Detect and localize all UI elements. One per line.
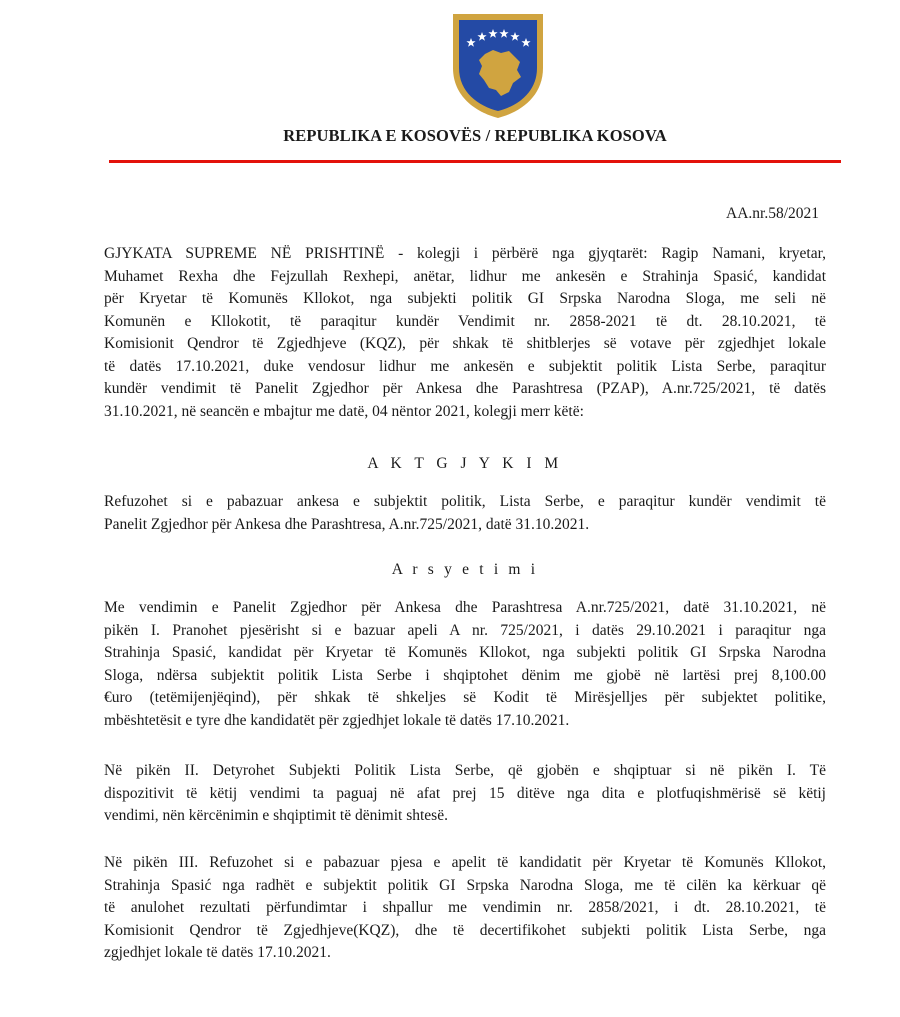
intro-line: 31.10.2021, në seancën e mbajtur me datë, 04 nëntor 2021, kolegji merr këtë: <box>104 402 584 420</box>
reasoning-line: dispozitivit të këtij vendimi ta paguaj në afat prej 15 ditëve nga dita e plotfuqishmërisë së këtij <box>104 784 826 802</box>
reasoning-paragraph-2 <box>104 760 826 828</box>
judgment-line: Refuzohet si e pabazuar ankesa e subjektit politik, Lista Serbe, e paraqitur kundër vendimit të <box>104 493 826 510</box>
intro-line: kundër vendimit të Panelit Zgjedhor për Ankesa dhe Parashtresa (PZAP), A.nr.725/2021, të datës <box>104 380 826 397</box>
judgment-paragraph <box>104 491 826 536</box>
intro-line: Komisionit Qendror të Zgjedhjeve (KQZ), për shkak të shitblerjes së votave për zgjedhjet lokale <box>104 335 826 352</box>
intro-line: GJYKATA SUPREME NË PRISHTINË - kolegji i përbërë nga gjyqtarët: Ragip Namani, kryetar, <box>104 245 826 262</box>
reasoning-heading: A r s y e t i m i <box>391 561 539 578</box>
reasoning-line: të anulohet rezultati përfundimtar i shpallur me vendimin nr. 2858/2021, i dt. 28.10.2021, të <box>104 899 826 916</box>
intro-line: Muhamet Rexha dhe Fejzullah Rexhepi, anëtar, lidhur me ankesën e Strahinja Spasić, kandidat <box>104 267 826 285</box>
intro-line: për Kryetar të Komunës Kllokot, nga subjekti politik GI Srpska Narodna Sloga, me seli në <box>104 290 826 307</box>
case-number: AA.nr.58/2021 <box>726 205 819 222</box>
judgment-heading: A K T G J Y K I M <box>367 455 563 472</box>
header-red-rule <box>109 160 841 163</box>
reasoning-line: Me vendimin e Panelit Zgjedhor për Ankesa dhe Parashtresa A.nr.725/2021, datë 31.10.2021, në <box>104 599 826 616</box>
reasoning-line: Komisionit Qendror të Zgjedhjeve(KQZ), dhe të decertifikohet subjekti politik Lista Serbe, nga <box>104 921 826 939</box>
reasoning-line: zgjedhjet lokale të datës 17.10.2021. <box>104 944 331 961</box>
republic-header-title: REPUBLIKA E KOSOVËS / REPUBLIKA KOSOVA <box>283 126 667 145</box>
reasoning-paragraph-1 <box>104 597 826 732</box>
reasoning-line: mbështetësit e tyre dhe kandidatët për zgjedhjet lokale të datës 17.10.2021. <box>104 711 570 729</box>
intro-line: Komunën e Kllokotit, të paraqitur kundër Vendimit nr. 2858-2021 të dt. 28.10.2021, të <box>104 312 826 330</box>
reasoning-line: Sloga, ndërsa subjektit politik Lista Serbe i shqiptohet dënim me gjobë në lartësi prej 8,100.00 <box>104 666 826 684</box>
reasoning-line: Strahinja Spasić nga radhët e subjektit politik GI Srpska Narodna Sloga, me të cilën ka kërkuar që <box>104 876 826 894</box>
reasoning-line: Në pikën III. Refuzohet si e pabazuar pjesa e apelit të kandidatit për Kryetar të Komunës Kllokot, <box>104 854 826 871</box>
reasoning-line: €uro (tetëmijenjëqind), për shkak të shkeljes së Kodit të Mirësjelljes për subjektet politike, <box>104 689 826 706</box>
reasoning-paragraph-3 <box>104 852 826 965</box>
kosovo-coat-of-arms-icon <box>449 10 547 120</box>
intro-line: të datës 17.10.2021, duke vendosur lidhur me ankesën e subjektit politik Lista Serbe, paraqitur <box>104 357 826 375</box>
reasoning-line: pikën I. Pranohet pjesërisht si e bazuar apeli A nr. 725/2021, i datës 29.10.2021 i paraqitur nga <box>104 621 826 639</box>
reasoning-line: vendimi, nën kërcënimin e shqiptimit të dënimit shtesë. <box>104 807 448 824</box>
judgment-line: Panelit Zgjedhor për Ankesa dhe Parashtresa, A.nr.725/2021, datë 31.10.2021. <box>104 515 590 533</box>
reasoning-line: Strahinja Spasić, kandidat për Kryetar të Komunës Kllokot, nga subjekti politik GI Srpska Narodna <box>104 644 826 661</box>
reasoning-line: Në pikën II. Detyrohet Subjekti Politik Lista Serbe, që gjobën e shqiptuar si në pikën I. Të <box>104 762 826 779</box>
intro-paragraph <box>104 243 826 423</box>
